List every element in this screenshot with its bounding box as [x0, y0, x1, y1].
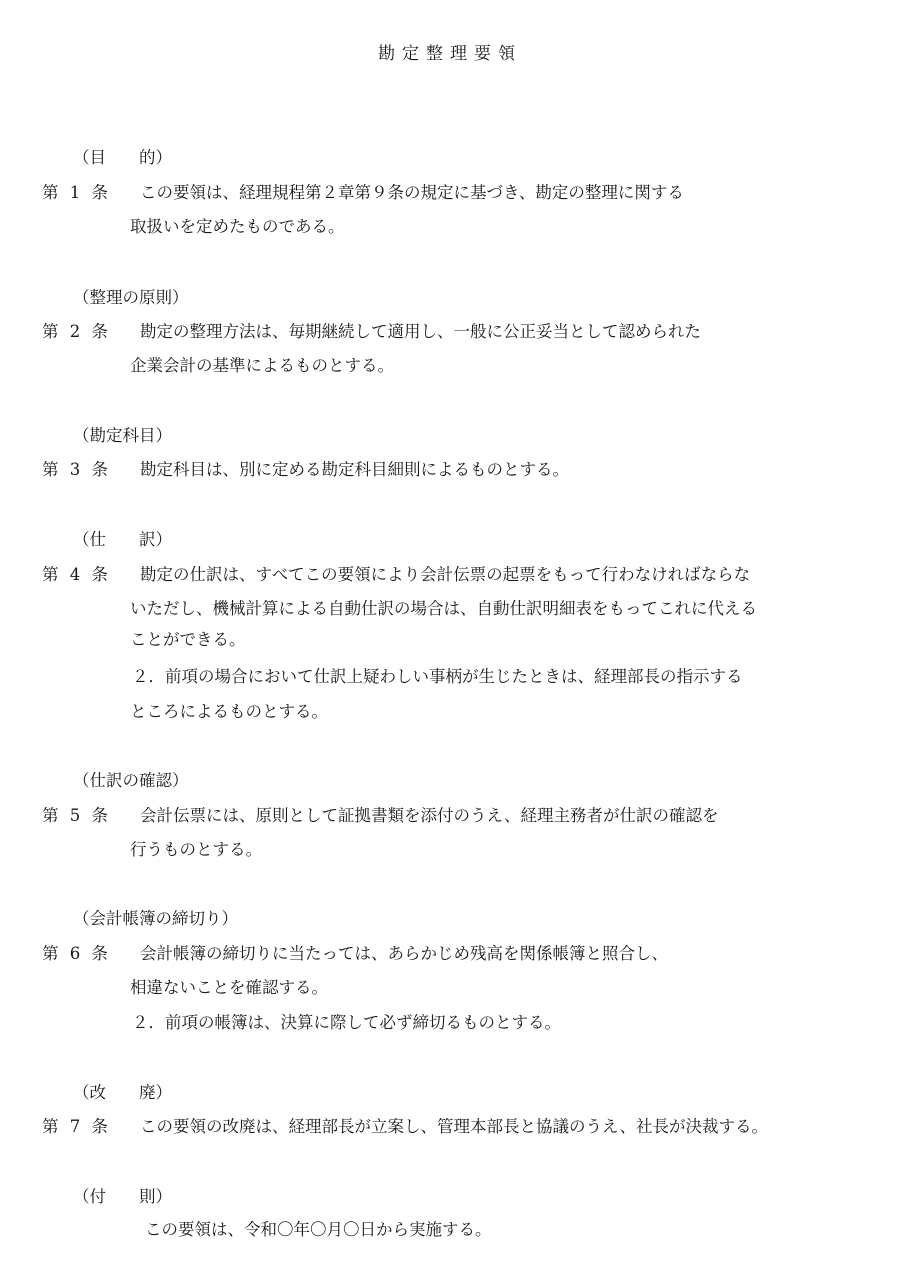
article-4-heading: （仕 訳） — [73, 530, 172, 549]
article-2-number: 第 2 条 — [42, 322, 111, 341]
article-5-heading: （仕訳の確認） — [73, 771, 189, 790]
supplementary-heading: （付 則） — [73, 1187, 172, 1206]
article-4-line-5: ところによるものとする。 — [130, 702, 328, 721]
article-5-line-2: 行うものとする。 — [130, 840, 262, 859]
article-5-line-1: 会計伝票には、原則として証拠書類を添付のうえ、経理主務者が仕訳の確認を — [140, 806, 719, 825]
article-6-heading: （会計帳簿の締切り） — [73, 909, 238, 928]
article-6-item-2: ２．前項の帳簿は、決算に際して必ず締切るものとする。 — [132, 1013, 561, 1032]
article-5-number: 第 5 条 — [42, 806, 111, 825]
article-4-line-3: ことができる。 — [130, 630, 246, 649]
article-7-heading: （改 廃） — [73, 1083, 172, 1102]
article-3-heading: （勘定科目） — [73, 426, 172, 445]
article-1-heading: （目 的） — [73, 148, 172, 167]
article-3-line-1: 勘定科目は、別に定める勘定科目細則によるものとする。 — [140, 460, 569, 479]
article-2-line-2: 企業会計の基準によるものとする。 — [130, 356, 394, 375]
article-3-number: 第 3 条 — [42, 460, 111, 479]
article-6-number: 第 6 条 — [42, 944, 111, 963]
article-4-number: 第 4 条 — [42, 565, 111, 584]
supplementary-text: この要領は、令和〇年〇月〇日から実施する。 — [145, 1220, 492, 1239]
article-1-line-1: この要領は、経理規程第２章第９条の規定に基づき、勘定の整理に関する — [140, 183, 684, 202]
article-2-line-1: 勘定の整理方法は、毎期継続して適用し、一般に公正妥当として認められた — [140, 322, 701, 341]
article-1-number: 第 1 条 — [42, 183, 111, 202]
article-6-line-2: 相違ないことを確認する。 — [130, 978, 328, 997]
document-title: 勘定整理要領 — [378, 44, 522, 64]
article-4-line-1: 勘定の仕訳は、すべてこの要領により会計伝票の起票をもって行わなければならな — [140, 565, 751, 584]
article-7-line-1: この要領の改廃は、経理部長が立案し、管理本部長と協議のうえ、社長が決裁する。 — [140, 1117, 768, 1136]
article-1-line-2: 取扱いを定めたものである。 — [130, 217, 345, 236]
article-6-line-1: 会計帳簿の締切りに当たっては、あらかじめ残高を関係帳簿と照合し、 — [140, 944, 668, 963]
article-4-line-2: いただし、機械計算による自動仕訳の場合は、自動仕訳明細表をもってこれに代える — [130, 599, 757, 618]
article-4-item-2: ２．前項の場合において仕訳上疑わしい事柄が生じたときは、経理部長の指示する — [132, 667, 743, 686]
article-2-heading: （整理の原則） — [73, 288, 189, 307]
article-7-number: 第 7 条 — [42, 1117, 111, 1136]
